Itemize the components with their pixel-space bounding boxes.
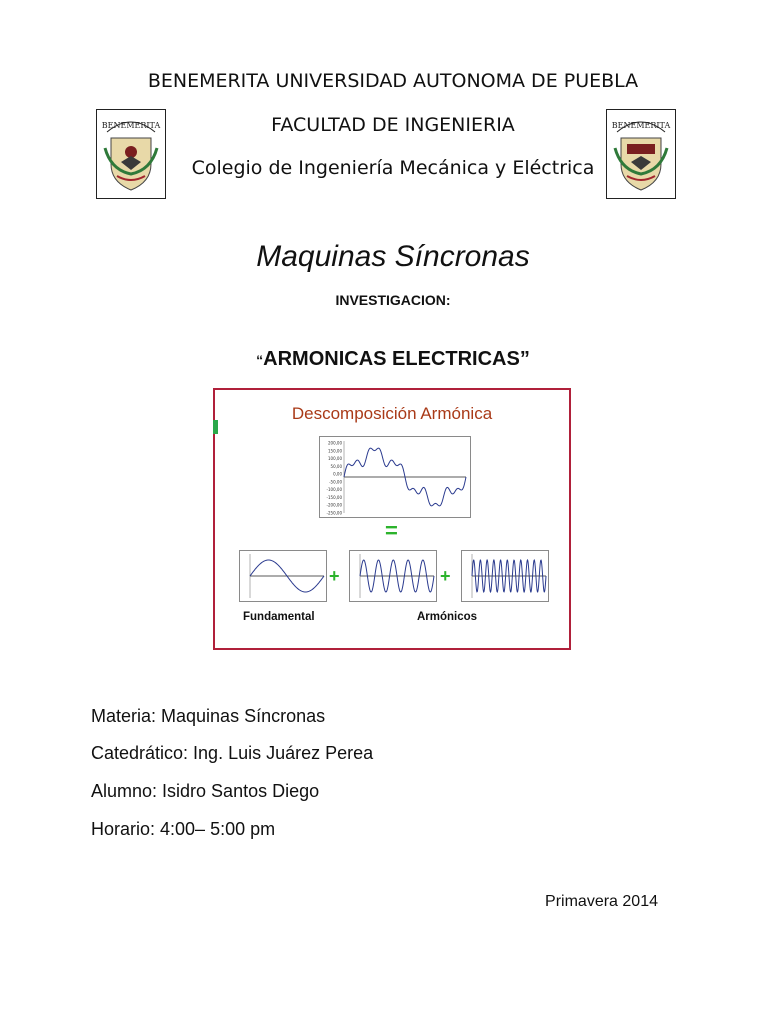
equals-sign: =	[385, 518, 398, 543]
figure-title: Descomposición Armónica	[291, 404, 493, 423]
harmonic-3-wave-plot	[349, 550, 437, 602]
composite-y-tick-label: 0,00	[333, 471, 342, 477]
harmonic-decomposition-figure	[213, 388, 571, 650]
composite-y-tick-label: -50,00	[329, 479, 342, 485]
harmonic-high-wave-plot	[461, 550, 549, 602]
composite-y-tick-label: -250,00	[326, 510, 342, 516]
schedule-line: Horario: 4:00– 5:00 pm	[91, 819, 276, 839]
composite-y-tick-label: 150,00	[328, 448, 342, 454]
caption-harmonics: Armónicos	[417, 611, 478, 623]
university-name: BENEMERITA UNIVERSIDAD AUTONOMA DE PUEBLA	[147, 70, 639, 92]
document-subtitle: INVESTIGACION:	[335, 292, 451, 308]
svg-text:BENEMERITA: BENEMERITA	[101, 121, 161, 130]
term-label: Primavera 2014	[545, 893, 658, 910]
composite-y-tick-label: -200,00	[326, 502, 342, 508]
composite-y-tick-label: 100,00	[328, 456, 342, 462]
composite-y-tick-label: 200,00	[328, 440, 342, 446]
composite-y-tick-label: -150,00	[326, 494, 342, 500]
topic-close-quote: ”	[519, 348, 530, 370]
college-name: Colegio de Ingeniería Mecánica y Eléctrica	[191, 157, 595, 179]
plus-sign: +	[329, 566, 340, 586]
professor-line: Catedrático: Ing. Luis Juárez Perea	[91, 743, 374, 763]
topic-title	[0, 348, 768, 371]
composite-wave-plot	[319, 436, 471, 518]
topic-open-quote: “	[256, 352, 264, 368]
subject-line: Materia: Maquinas Síncronas	[91, 706, 326, 726]
student-line: Alumno: Isidro Santos Diego	[91, 781, 320, 801]
topic-text: ARMONICAS ELECTRICAS	[263, 348, 520, 370]
composite-y-tick-label: -100,00	[326, 487, 342, 493]
svg-text:BENEMERITA: BENEMERITA	[611, 121, 671, 130]
document-title: Maquinas Síncronas	[256, 240, 530, 273]
caption-fundamental: Fundamental	[243, 611, 315, 623]
fundamental-wave-plot	[239, 550, 327, 602]
composite-y-tick-label: 50,00	[330, 463, 342, 469]
faculty-name: FACULTAD DE INGENIERIA	[271, 114, 515, 136]
plus-sign: +	[440, 566, 451, 586]
